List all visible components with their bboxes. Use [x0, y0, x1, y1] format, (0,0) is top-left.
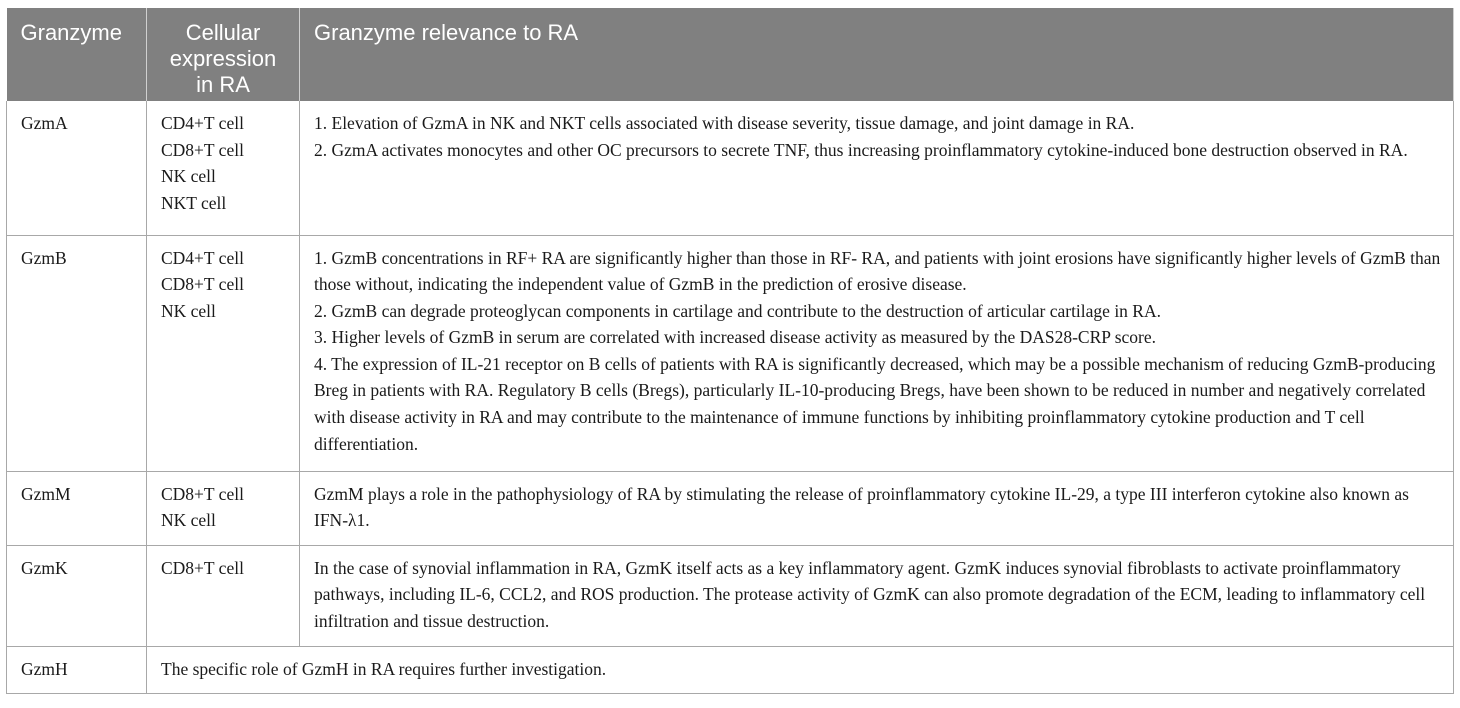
- cell-type: CD8+T cell: [161, 274, 244, 295]
- relevance-point: 2. GzmA activates monocytes and other OC precursors to secrete TNF, thus increasing proinflammatory cytokine-induced bone destruction observed in RA.: [314, 139, 1408, 160]
- granzyme-name: GzmA: [7, 101, 147, 235]
- header-granzyme: Granzyme: [7, 8, 147, 101]
- table-row-gzma: [7, 101, 1454, 235]
- cell-type: NK cell: [161, 166, 216, 187]
- granzyme-name: GzmH: [7, 646, 147, 693]
- header-cellular-line: expression: [169, 46, 277, 71]
- merged-relevance-cell: The specific role of GzmH in RA requires further investigation.: [147, 646, 1454, 693]
- cell-type: CD8+T cell: [161, 483, 244, 504]
- granzyme-name: GzmK: [7, 545, 147, 646]
- cell-type: NKT cell: [161, 192, 227, 213]
- relevance-point: 2. GzmB can degrade proteoglycan components in cartilage and contribute to the destruction of articular cartilage in RA.: [314, 300, 1161, 321]
- cell-type: CD4+T cell: [161, 113, 244, 133]
- cell-type: NK cell: [161, 510, 216, 531]
- cellular-expression-cell: [147, 545, 300, 646]
- granzyme-name: GzmM: [7, 471, 147, 545]
- granzyme-name: GzmB: [7, 235, 147, 471]
- header-relevance: Granzyme relevance to RA: [300, 8, 1454, 101]
- relevance-cell: [300, 471, 1454, 545]
- relevance-point: 4. The expression of IL-21 receptor on B cells of patients with RA is significantly decreased, which may be a possible mechanism of reducing GzmB-producing Breg in patients with RA. Regulatory B cells (Bregs), particularly IL-10-producing Bregs, have been shown to be reduced in number and negatively correlated with disease activity in RA and may contribute to the maintenance of immune functions by inhibiting proinflammatory cytokine production and T cell differentiation.: [314, 353, 1436, 454]
- relevance-cell: [300, 101, 1454, 235]
- relevance-point: 1. GzmB concentrations in RF+ RA are significantly higher than those in RF- RA, and patients with joint erosions have significantly higher levels of GzmB than those without, indicating the independent value of GzmB in the prediction of erosive disease.: [314, 247, 1441, 295]
- header-cellular-line: in RA: [196, 72, 250, 97]
- relevance-point: In the case of synovial inflammation in RA, GzmK itself acts as a key inflammatory agent. GzmK induces synovial fibroblasts to activate proinflammatory pathways, including IL-6, CCL2, and ROS production. The protease activity of GzmK can also promote degradation of the ECM, leading to inflammatory cell infiltration and tissue destruction.: [314, 557, 1426, 631]
- header-row: [7, 8, 1454, 101]
- table-row-gzmm: [7, 471, 1454, 545]
- cellular-expression-cell: [147, 471, 300, 545]
- table-row-gzmk: [7, 545, 1454, 646]
- cell-type: CD4+T cell: [161, 247, 244, 268]
- cellular-expression-cell: [147, 235, 300, 471]
- relevance-point: GzmM plays a role in the pathophysiology of RA by stimulating the release of proinflammatory cytokine IL-29, a type III interferon cytokine also known as IFN-λ1.: [314, 483, 1409, 531]
- table-row-gzmb: [7, 235, 1454, 471]
- relevance-point: 1. Elevation of GzmA in NK and NKT cells associated with disease severity, tissue damage, and joint damage in RA.: [314, 113, 1135, 133]
- cell-type: CD8+T cell: [161, 557, 244, 578]
- relevance-cell: [300, 235, 1454, 471]
- relevance-cell: [300, 545, 1454, 646]
- cellular-expression-cell: [147, 101, 300, 235]
- cell-type: CD8+T cell: [161, 139, 244, 160]
- cell-type: NK cell: [161, 300, 216, 321]
- header-cellular-expression: [147, 8, 300, 101]
- header-cellular-line: Cellular: [185, 20, 261, 45]
- granzyme-table: [6, 8, 1454, 694]
- table-row-gzmh: [7, 646, 1454, 693]
- relevance-point: 3. Higher levels of GzmB in serum are correlated with increased disease activity as measured by the DAS28-CRP score.: [314, 327, 1157, 348]
